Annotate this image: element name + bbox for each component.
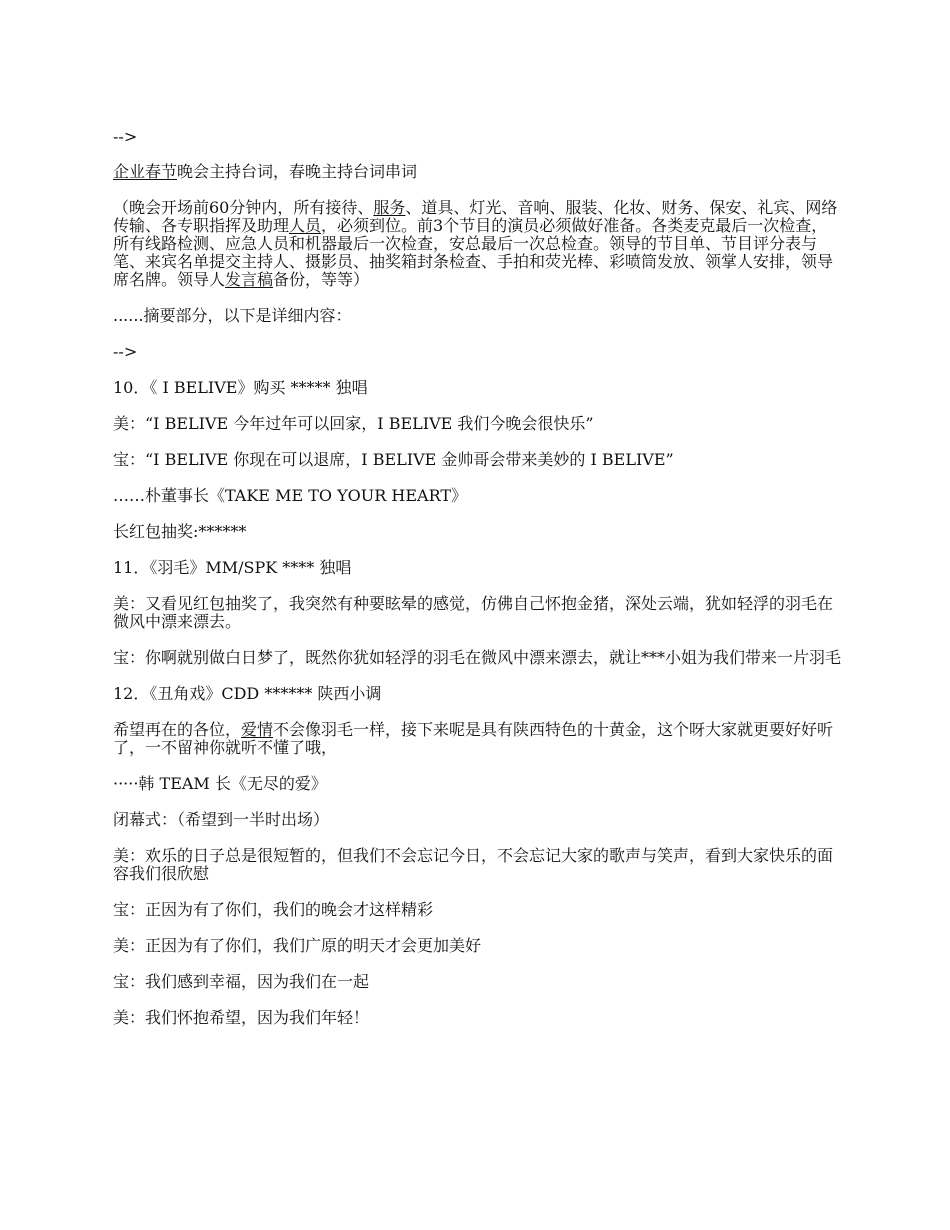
document-page: [113, 128, 841, 1045]
dialogue-line: 宝：“I BELIVE 你现在可以退席，I BELIVE 金帅哥会带来美妙的 I BELIVE”: [113, 450, 674, 469]
lottery-line: 长红包抽奖:******: [113, 522, 247, 541]
dialogue-line: 美：正因为有了你们，我们广原的明天才会更加美好: [113, 936, 482, 955]
program-line: ·····韩 TEAM 长《无尽的爱》: [113, 774, 327, 793]
program-line: ……朴董事长《TAKE ME TO YOUR HEART》: [113, 486, 468, 505]
dialogue-line: 美：我们怀抱希望，因为我们年轻！: [113, 1008, 370, 1027]
intro-link-speech[interactable]: 发言稿: [225, 270, 274, 289]
document-title: [113, 163, 841, 181]
intro-text-2: 、道具、灯光、音响、服装、化妆、财务、保安、礼宾、网络传输、各专职指挥及助理: [113, 198, 838, 235]
title-link-spring-festival[interactable]: 企业春节: [113, 162, 178, 181]
closing-heading: 闭幕式：（希望到一半时出场）: [113, 810, 330, 829]
intro-text-4: 备份，等等）: [273, 270, 370, 289]
hope-text-2: 不会像羽毛一样，接下来呢是具有陕西特色的十黄金，这个呀大家就更要好好听了，一不留神你就听不懂了哦，: [113, 720, 834, 757]
program-12: 12．《丑角戏》CDD ****** 陕西小调: [113, 684, 382, 703]
dialogue-line: 美：“I BELIVE 今年过年可以回家，I BELIVE 我们今晚会很快乐”: [113, 414, 594, 433]
marker-top: -->: [113, 127, 138, 146]
dialogue-line: 美：欢乐的日子总是很短暂的，但我们不会忘记今日，不会忘记大家的歌声与笑声，看到大家快乐的面容我们很欣慰: [113, 846, 834, 883]
dialogue-line: 宝：你啊就别做白日梦了，既然你犹如轻浮的羽毛在微风中漂来漂去，就让***小姐为我们带来一片羽毛: [113, 648, 842, 667]
summary-note: ......摘要部分，以下是详细内容：: [113, 306, 352, 325]
intro-link-personnel[interactable]: 人员: [289, 216, 322, 235]
dialogue-line: 宝：我们感到幸福，因为我们在一起: [113, 972, 370, 991]
program-10: 10．《 I BELIVE》购买 ***** 独唱: [113, 378, 368, 397]
intro-text-3: ，必须到位。前3个节目的演员必须做好准备。各类麦克最后一次检查，所有线路检测、应急人员和机器最后一次检查，安总最后一次总检查。领导的节目单、节目评分表与笔、来宾名单提交主持人、摄影员、抽奖箱封条检查、手拍和荧光棒、彩喷筒发放、领掌人安排，领导席名牌。领导人: [113, 216, 834, 289]
hope-paragraph: [113, 721, 841, 757]
title-rest: 晚会主持台词，春晚主持台词串词: [177, 162, 418, 181]
intro-text-1: （晚会开场前60分钟内，所有接待、: [113, 198, 374, 217]
dialogue-line: 美：又看见红包抽奖了，我突然有种要眩晕的感觉，仿佛自己怀抱金猪，深处云端，犹如轻浮的羽毛在微风中漂来漂去。: [113, 594, 834, 631]
dialogue-line: 宝：正因为有了你们，我们的晚会才这样精彩: [113, 900, 434, 919]
marker-mid: -->: [113, 342, 138, 361]
intro-paragraph: [113, 199, 841, 289]
hope-link-love[interactable]: 爱情: [241, 720, 274, 739]
hope-text-1: 希望再在的各位，: [113, 720, 242, 739]
program-11: 11．《羽毛》MM/SPK **** 独唱: [113, 558, 352, 577]
intro-link-service[interactable]: 服务: [373, 198, 406, 217]
